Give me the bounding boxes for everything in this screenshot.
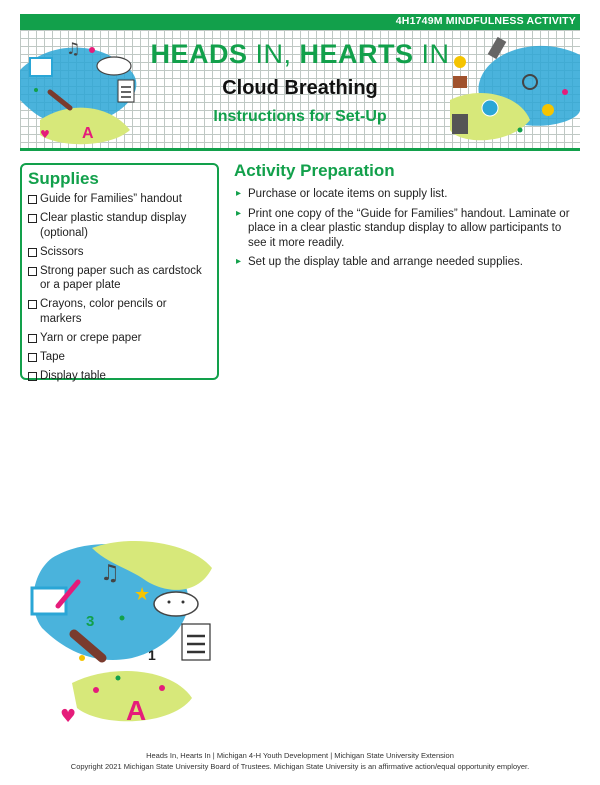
checkbox-icon: [28, 267, 37, 276]
supply-item: Yarn or crepe paper: [28, 331, 211, 346]
activity-code: 4H1749M MINDFULNESS ACTIVITY: [395, 15, 576, 27]
checkbox-icon: [28, 300, 37, 309]
checkbox-icon: [28, 334, 37, 343]
mindfulness-illustration: [22, 538, 222, 728]
letter-a-icon: A: [82, 125, 94, 142]
prep-item: ▸ Set up the display table and arrange needed supplies.: [234, 255, 580, 270]
supplies-heading: Supplies: [28, 169, 99, 188]
numeral-1: 1: [148, 647, 156, 663]
prep-item: ▸ Print one copy of the “Guide for Families” handout. Laminate or place in a clear plastic standup display to allow participants to see it more readily.: [234, 207, 580, 251]
supply-item: Clear plastic standup display (optional): [28, 211, 211, 240]
checkbox-icon: [28, 372, 37, 381]
cloud-icon: [154, 592, 198, 616]
supplies-box: [20, 163, 219, 380]
header-banner: [20, 30, 580, 148]
supply-item: Guide for Families” handout: [28, 192, 211, 207]
footer-copyright: Copyright 2021 Michigan State University Board of Trustees. Michigan State University is an affirmative action/equal opportunity employer.: [70, 762, 530, 771]
header-bar: [20, 14, 580, 30]
letter-a-icon: A: [126, 695, 147, 726]
notepad-icon: [182, 624, 210, 660]
prep-list: [234, 187, 580, 270]
footer-credits: Heads In, Hearts In | Michigan 4-H Youth Development | Michigan State University Extension: [146, 751, 454, 760]
activity-title: Cloud Breathing: [222, 77, 378, 99]
banner-bottom-rule: [20, 148, 580, 151]
prep-item: ▸ Purchase or locate items on supply list.: [234, 187, 580, 202]
prep-heading: Activity Preparation: [234, 161, 395, 180]
supply-item: Tape: [28, 350, 211, 365]
checkbox-icon: [28, 353, 37, 362]
supplies-list: [28, 192, 211, 383]
heart-icon: ♥: [40, 128, 50, 141]
checkbox-icon: [28, 195, 37, 204]
activity-preparation: [234, 161, 580, 275]
music-note-icon: ♫: [100, 561, 120, 586]
section-title: Instructions for Set-Up: [213, 108, 387, 125]
supply-item: Display table: [28, 369, 211, 384]
supply-item: Strong paper such as cardstock or a paper plate: [28, 264, 211, 293]
footer: [0, 750, 600, 772]
supply-item: Crayons, color pencils or markers: [28, 297, 211, 326]
heart-icon: ♥: [60, 706, 77, 727]
supply-item: Scissors: [28, 245, 211, 260]
checkbox-icon: [28, 214, 37, 223]
numeral-3: 3: [86, 613, 95, 630]
checkbox-icon: [28, 248, 37, 257]
music-note-icon: ♫: [66, 39, 81, 58]
star-icon: ★: [134, 584, 151, 605]
program-title: HEADS IN, HEARTS IN: [150, 39, 450, 69]
